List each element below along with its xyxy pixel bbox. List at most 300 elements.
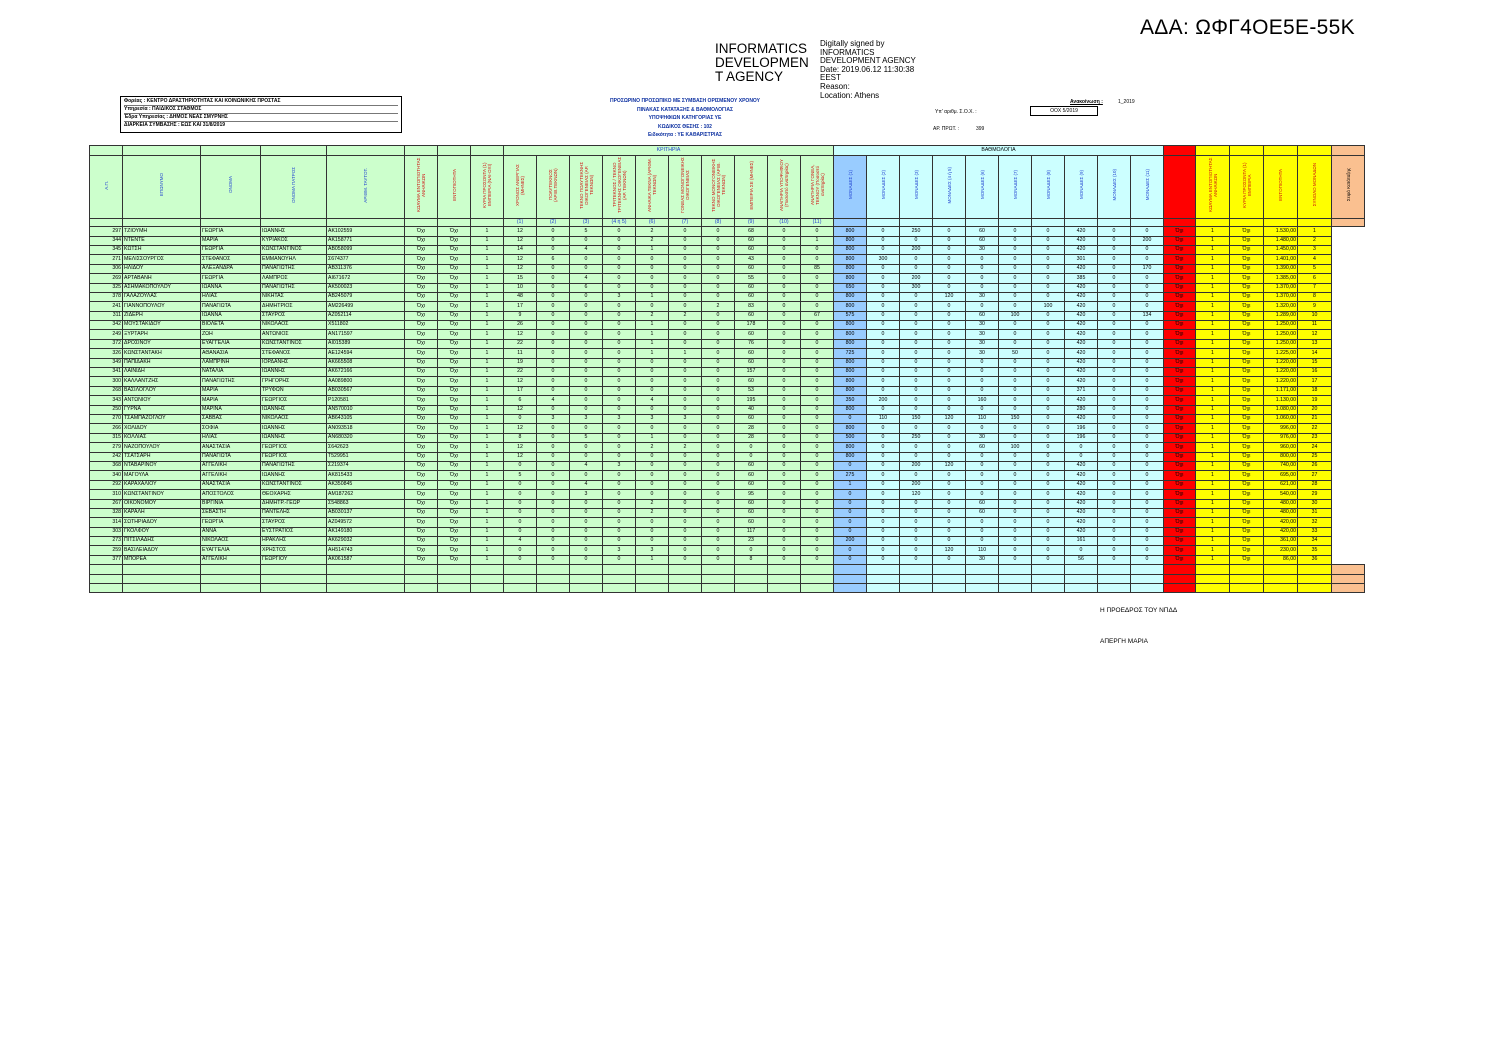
table-cell: Όχι	[438, 227, 471, 236]
table-cell: 53	[735, 386, 768, 395]
table-cell: 0	[702, 405, 735, 414]
table-cell: 0	[1131, 349, 1164, 358]
table-cell	[1230, 565, 1264, 574]
table-cell: 0	[933, 424, 966, 433]
table-cell: 0	[801, 339, 834, 348]
table-cell: 0	[801, 443, 834, 452]
table-cell	[1264, 574, 1298, 583]
table-cell: 36	[1298, 555, 1332, 564]
table-cell: AK500023	[327, 283, 405, 292]
table-cell: 0	[537, 480, 570, 489]
table-cell: ΑΝΤΩΝΙΟΣ	[261, 330, 327, 339]
table-cell: 266	[90, 424, 123, 433]
table-cell: 0	[966, 518, 999, 527]
table-cell: ΙΩΑΝΝΑ	[201, 311, 261, 320]
table-cell: 110	[966, 415, 999, 424]
column-header	[471, 156, 504, 219]
table-cell: 1	[471, 283, 504, 292]
header-spacer	[201, 146, 261, 156]
table-cell: 0	[570, 537, 603, 546]
table-cell: 7	[1298, 283, 1332, 292]
table-cell: 311	[90, 311, 123, 320]
column-header	[867, 156, 900, 219]
table-cell: Όχι	[438, 255, 471, 264]
table-cell: 200	[900, 480, 933, 489]
table-cell: Όχι	[1164, 349, 1196, 358]
table-cell: 0	[834, 499, 867, 508]
table-cell: 0	[702, 245, 735, 254]
table-cell: AK629032	[327, 537, 405, 546]
table-cell: Όχι	[1230, 292, 1264, 301]
table-cell	[471, 565, 504, 574]
table-cell: 0	[603, 405, 636, 414]
table-cell: 0	[933, 311, 966, 320]
table-cell: ΜΑΓΟΥΛΑ	[123, 471, 201, 480]
table-cell: 60	[966, 236, 999, 245]
table-cell: Όχι	[1230, 452, 1264, 461]
table-cell	[1098, 574, 1131, 583]
table-cell: 0	[603, 555, 636, 564]
table-cell: 800	[834, 377, 867, 386]
table-cell: 15	[1298, 358, 1332, 367]
table-cell: 0	[603, 396, 636, 405]
table-cell: 83	[735, 302, 768, 311]
table-cell: Όχι	[1164, 415, 1196, 424]
table-cell: 297	[90, 227, 123, 236]
table-cell: 0	[999, 452, 1032, 461]
table-cell	[669, 574, 702, 583]
table-cell: Όχι	[1164, 386, 1196, 395]
table-cell: 120	[933, 292, 966, 301]
table-cell: 3	[603, 546, 636, 555]
table-cell: 0	[1098, 396, 1131, 405]
table-cell: 0	[669, 508, 702, 517]
table-cell	[702, 584, 735, 593]
table-cell: 0	[867, 508, 900, 517]
table-cell: 0	[1032, 227, 1065, 236]
table-cell: 0	[933, 302, 966, 311]
table-cell: 361,00	[1264, 537, 1298, 546]
table-cell: 3	[636, 415, 669, 424]
table-cell: 1	[1196, 368, 1230, 377]
table-cell: Όχι	[438, 443, 471, 452]
table-cell: 0	[900, 349, 933, 358]
column-header-label: ΕΝΤΟΠΙΟΤΗΤΑ	[1278, 169, 1283, 201]
table-cell: 0	[768, 264, 801, 273]
table-cell: 420	[1065, 236, 1098, 245]
table-cell	[966, 584, 999, 593]
table-cell: 0	[768, 490, 801, 499]
table-cell: ΒΑΣΙΛΕΙΑΔΟΥ	[123, 546, 201, 555]
table-cell: 0	[966, 377, 999, 386]
table-cell: AN570010	[327, 405, 405, 414]
table-cell: 0	[636, 405, 669, 414]
table-cell: 1	[1196, 508, 1230, 517]
table-cell: 0	[999, 292, 1032, 301]
column-header-label: ΜΟΝΑΔΕΣ (10)	[1111, 169, 1117, 201]
table-cell: 10	[504, 283, 537, 292]
table-cell	[867, 574, 900, 583]
table-cell: 0	[537, 452, 570, 461]
table-cell: 0	[1098, 274, 1131, 283]
table-cell: Όχι	[1164, 339, 1196, 348]
table-cell: 0	[933, 227, 966, 236]
table-cell	[702, 565, 735, 574]
table-cell: 0	[636, 302, 669, 311]
table-cell: 0	[867, 236, 900, 245]
table-cell	[504, 565, 537, 574]
table-cell: 100	[999, 311, 1032, 320]
table-cell: 0	[801, 471, 834, 480]
table-cell: AM226499	[327, 302, 405, 311]
heading-line: ΠΙΝΑΚΑΣ ΚΑΤΑΤΑΞΗΣ & ΒΑΘΜΟΛΟΓΙΑΣ	[636, 106, 734, 113]
table-cell: 0	[900, 264, 933, 273]
table-cell: 0	[669, 283, 702, 292]
table-cell: 280	[1065, 405, 1098, 414]
criteria-number	[90, 218, 123, 227]
table-row	[90, 499, 1365, 508]
table-cell: 0	[1032, 274, 1065, 283]
heading-line: ΥΠΟΨΗΦΙΩΝ ΚΑΤΗΓΟΡΙΑΣ ΥΕ	[648, 115, 722, 121]
criteria-number	[966, 218, 999, 227]
table-cell: 0	[768, 236, 801, 245]
table-cell: 1	[471, 471, 504, 480]
table-cell: 0	[1131, 368, 1164, 377]
table-cell	[327, 584, 405, 593]
signature-meta-line: Digitally signed by	[820, 39, 885, 48]
table-cell: Όχι	[1230, 236, 1264, 245]
table-cell: ΕΥΑΓΓΕΛΙΑ	[201, 339, 261, 348]
column-header	[735, 156, 768, 219]
table-cell: 0	[603, 227, 636, 236]
table-cell: 0	[1098, 255, 1131, 264]
table-cell: 22	[504, 368, 537, 377]
table-cell: 2	[636, 227, 669, 236]
table-cell: 1.250,00	[1264, 339, 1298, 348]
table-cell: 3	[603, 461, 636, 470]
table-cell: Όχι	[405, 283, 438, 292]
table-cell: 0	[537, 368, 570, 377]
table-cell: Όχι	[1164, 396, 1196, 405]
table-cell: 6	[537, 255, 570, 264]
table-cell: 0	[702, 537, 735, 546]
table-cell: 0	[1032, 527, 1065, 536]
table-cell: 800	[834, 386, 867, 395]
table-cell: 1	[1196, 461, 1230, 470]
table-cell: 11	[504, 349, 537, 358]
table-cell: 22	[504, 339, 537, 348]
table-cell: AK350845	[327, 480, 405, 489]
table-cell	[834, 584, 867, 593]
table-cell: 0	[867, 283, 900, 292]
table-cell: 0	[999, 518, 1032, 527]
table-cell: ΜΠΟΡΕΑ	[123, 555, 201, 564]
signature-meta-line: Date: 2019.06.12 11:30:38	[820, 64, 915, 74]
table-cell: 0	[735, 452, 768, 461]
table-cell: 0	[933, 321, 966, 330]
table-cell: 1	[1196, 386, 1230, 395]
table-cell: Όχι	[438, 537, 471, 546]
table-cell: Όχι	[1230, 424, 1264, 433]
table-cell: 1	[1196, 349, 1230, 358]
table-cell: 0	[537, 490, 570, 499]
table-cell: 0	[570, 264, 603, 273]
table-cell: 0	[537, 527, 570, 536]
table-cell: 0	[801, 377, 834, 386]
table-cell: Όχι	[1230, 480, 1264, 489]
table-cell: Σ548863	[327, 499, 405, 508]
table-cell: 0	[1065, 443, 1098, 452]
table-cell: 315	[90, 433, 123, 442]
table-cell: AM187262	[327, 490, 405, 499]
table-cell: 0	[966, 527, 999, 536]
table-cell: Όχι	[1230, 302, 1264, 311]
table-cell: 1	[636, 330, 669, 339]
table-cell: Όχι	[1230, 330, 1264, 339]
table-cell: 0	[636, 377, 669, 386]
table-cell: Όχι	[405, 443, 438, 452]
column-header	[1164, 156, 1196, 219]
table-cell: 1	[471, 508, 504, 517]
table-cell: ΠΑΝΤΕΛΗΣ	[261, 508, 327, 517]
table-cell: Όχι	[405, 480, 438, 489]
table-cell: 1	[471, 499, 504, 508]
table-cell: Όχι	[1164, 537, 1196, 546]
table-cell: 60	[735, 518, 768, 527]
table-cell: Σ674377	[327, 255, 405, 264]
table-cell: 0	[933, 377, 966, 386]
table-cell: 0	[933, 283, 966, 292]
ranking-table	[89, 145, 1365, 593]
criteria-number	[201, 218, 261, 227]
table-cell: 0	[999, 490, 1032, 499]
table-cell: 0	[570, 499, 603, 508]
table-cell: 0	[669, 480, 702, 489]
table-cell	[900, 565, 933, 574]
table-row	[90, 321, 1365, 330]
table-cell	[327, 574, 405, 583]
table-cell: 0	[999, 227, 1032, 236]
table-cell: 0	[966, 452, 999, 461]
table-cell: 0	[900, 330, 933, 339]
table-cell: 0	[867, 452, 900, 461]
header-spacer	[438, 146, 471, 156]
table-cell: 0	[801, 527, 834, 536]
criteria-number: (4 ή 5)	[603, 218, 636, 227]
table-cell: 0	[867, 302, 900, 311]
table-cell: Όχι	[438, 386, 471, 395]
table-cell: 0	[867, 537, 900, 546]
table-cell: 0	[768, 537, 801, 546]
table-cell: 1	[471, 255, 504, 264]
heading-line: Ειδικότητα : ΥΕ ΚΑΘΑΡΙΣΤΡΙΑΣ	[647, 132, 723, 138]
table-cell: 328	[90, 508, 123, 517]
table-cell: 0	[504, 415, 537, 424]
table-cell: 60	[735, 283, 768, 292]
table-cell	[636, 574, 669, 583]
criteria-number: (2)	[537, 218, 570, 227]
table-cell	[933, 574, 966, 583]
table-cell: 1	[1196, 396, 1230, 405]
table-cell: 2	[669, 311, 702, 320]
table-cell: 800	[834, 424, 867, 433]
table-cell	[735, 574, 768, 583]
table-cell: ΙΩΑΝΝΗΣ	[261, 368, 327, 377]
table-cell: 1	[471, 415, 504, 424]
table-cell: 60	[966, 443, 999, 452]
table-cell	[1264, 584, 1298, 593]
table-cell: Όχι	[405, 415, 438, 424]
table-cell: 0	[801, 508, 834, 517]
table-cell: 1	[471, 302, 504, 311]
table-cell: ΑΝΑΣΤΑΣΙΑ	[201, 443, 261, 452]
table-cell: 0	[966, 358, 999, 367]
table-row	[90, 443, 1365, 452]
table-cell: 420	[1065, 339, 1098, 348]
table-cell: 60	[735, 311, 768, 320]
table-cell: 0	[999, 546, 1032, 555]
table-cell: 0	[570, 292, 603, 301]
column-header-label: ΧΡΟΝΟΣ ΑΝΕΡΓΙΑΣ (ΜΗΝΕΣ)	[515, 164, 525, 206]
table-cell: ΠΑΝΑΓΙΩΤΗΣ	[201, 377, 261, 386]
header-spacer	[327, 146, 405, 156]
table-cell: Όχι	[1230, 264, 1264, 273]
table-cell: 1	[471, 330, 504, 339]
table-cell: 0	[999, 358, 1032, 367]
table-cell: 1.250,00	[1264, 321, 1298, 330]
table-row	[90, 236, 1365, 245]
table-cell: 0	[669, 236, 702, 245]
table-cell: 0	[1098, 518, 1131, 527]
table-cell: 0	[537, 537, 570, 546]
table-cell: 0	[537, 349, 570, 358]
table-cell: Όχι	[1230, 405, 1264, 414]
table-cell: 120	[900, 490, 933, 499]
table-cell: 0	[702, 396, 735, 405]
table-cell: 0	[570, 321, 603, 330]
table-cell: 0	[768, 527, 801, 536]
table-cell: AN680320	[327, 433, 405, 442]
table-cell: Όχι	[405, 321, 438, 330]
table-cell: 1	[636, 292, 669, 301]
table-cell: 0	[1032, 443, 1065, 452]
table-cell: 0	[1098, 377, 1131, 386]
table-cell: 0	[801, 452, 834, 461]
table-cell: 0	[537, 471, 570, 480]
table-cell: 0	[603, 490, 636, 499]
table-cell: 1.370,00	[1264, 283, 1298, 292]
table-cell: 0	[537, 518, 570, 527]
table-cell: 195	[735, 396, 768, 405]
table-cell: 0	[999, 283, 1032, 292]
table-cell: 326	[90, 349, 123, 358]
table-cell: AK815433	[327, 471, 405, 480]
table-cell: 0	[768, 396, 801, 405]
table-cell: 0	[801, 283, 834, 292]
table-cell: 4	[570, 245, 603, 254]
table-cell: 120	[933, 546, 966, 555]
table-cell: 0	[636, 255, 669, 264]
table-cell: 0	[603, 311, 636, 320]
table-cell: 0	[966, 537, 999, 546]
table-cell: 0	[702, 377, 735, 386]
column-header-label: ΜΟΝΑΔΕΣ (4 ή 5)	[946, 166, 952, 204]
table-row	[90, 377, 1365, 386]
table-cell: 0	[537, 433, 570, 442]
table-cell: 12	[504, 236, 537, 245]
table-row	[90, 358, 1365, 367]
table-cell: 10	[1298, 311, 1332, 320]
table-cell: 12	[504, 405, 537, 414]
table-cell: 0	[768, 546, 801, 555]
table-cell: Όχι	[438, 518, 471, 527]
signature-meta-line: EEST	[820, 73, 841, 83]
table-cell	[570, 584, 603, 593]
column-header	[261, 156, 327, 219]
table-cell: Όχι	[1230, 227, 1264, 236]
table-cell	[123, 584, 201, 593]
table-cell: 800,00	[1264, 452, 1298, 461]
table-cell: 0	[900, 471, 933, 480]
table-cell: 0	[1131, 508, 1164, 517]
signature-meta-line: INFORMATICS	[820, 47, 875, 57]
table-cell: ΚΩΤΣΗ	[123, 245, 201, 254]
column-header-label: ΑΝΗΛΙΚΑ ΤΕΚΝΑ (ΑΡΙΘΜ. ΤΕΚΝΩΝ)	[647, 158, 657, 212]
table-cell: 0	[801, 415, 834, 424]
table-cell: 200	[867, 396, 900, 405]
table-cell: 0	[1098, 302, 1131, 311]
table-cell: 0	[570, 377, 603, 386]
table-cell: ΠΑΝΑΓΙΩΤΗΣ	[261, 461, 327, 470]
table-cell: 8	[735, 555, 768, 564]
table-cell: 1	[1196, 499, 1230, 508]
table-cell: ΝΤΕΝΤΕ	[123, 236, 201, 245]
table-cell: 0	[702, 330, 735, 339]
table-cell: ΓΕΩΡΓΙΑ	[201, 227, 261, 236]
table-cell: 0	[1131, 424, 1164, 433]
table-cell: 0	[504, 527, 537, 536]
table-cell: 0	[1131, 292, 1164, 301]
protocol-value: ΟΟΧ 5/2019	[1030, 106, 1098, 116]
column-header-label: ΜΟΝΑΔΕΣ (6)	[979, 170, 985, 200]
table-cell: 1	[1196, 452, 1230, 461]
table-cell	[1131, 584, 1164, 593]
table-cell: 1	[1196, 546, 1230, 555]
table-cell: 1	[1196, 527, 1230, 536]
table-cell: 0	[1098, 452, 1131, 461]
table-cell: 0	[1032, 255, 1065, 264]
table-cell: 0	[1032, 339, 1065, 348]
table-cell	[1164, 574, 1196, 583]
table-cell: 0	[900, 339, 933, 348]
table-cell: 60	[735, 292, 768, 301]
table-cell: 4	[1298, 255, 1332, 264]
table-cell: ΣΤΑΥΡΟΣ	[261, 518, 327, 527]
table-cell: 0	[999, 405, 1032, 414]
signature-meta-line: Reason:	[820, 81, 850, 91]
table-cell: 0	[966, 302, 999, 311]
column-header-label: ΚΩΛΥΜΑ ΕΝΤΟΠΙΟΤΗΤΑΣ ΑΝΗΛΙΚΩΝ	[416, 157, 426, 213]
criteria-number: (1)	[504, 218, 537, 227]
table-cell: 150	[900, 415, 933, 424]
table-heading	[520, 97, 850, 140]
table-cell: ΓΕΩΡΓΙΟΥ	[261, 555, 327, 564]
table-cell: 178	[735, 321, 768, 330]
table-cell: 0	[1131, 490, 1164, 499]
table-cell: 0	[768, 415, 801, 424]
table-cell: Όχι	[1230, 443, 1264, 452]
table-cell: 0	[867, 227, 900, 236]
